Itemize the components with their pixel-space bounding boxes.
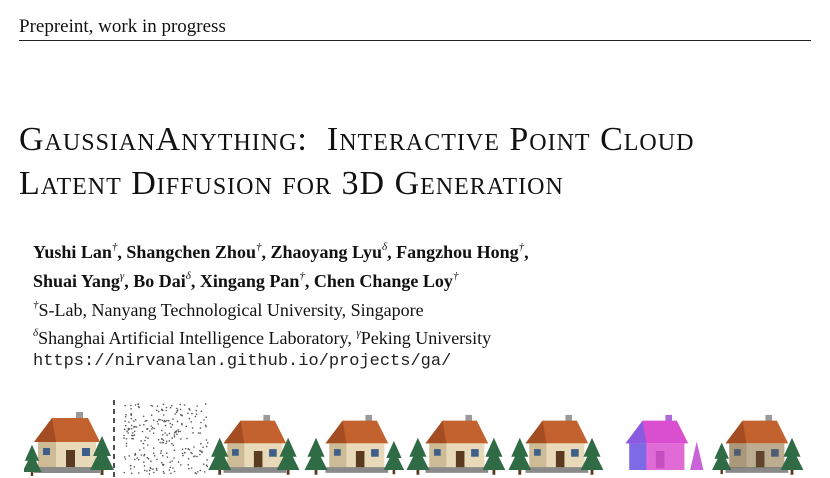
point-cloud-dot — [195, 416, 197, 418]
point-cloud-dot — [174, 450, 176, 452]
point-cloud-dot — [191, 413, 193, 415]
point-cloud-dot — [192, 432, 194, 434]
author-name: Shangchen Zhou — [126, 242, 256, 262]
affiliation-text: S-Lab, Nanyang Technological University, Singapore — [38, 300, 424, 320]
author-mark: γ — [119, 270, 125, 282]
point-cloud-dot — [169, 469, 171, 471]
point-cloud-dot — [161, 430, 163, 432]
teaser-render-view-4 — [508, 415, 603, 475]
point-cloud-dot — [199, 450, 201, 452]
point-cloud-dot — [189, 418, 191, 420]
point-cloud-dot — [126, 445, 128, 447]
point-cloud-dot — [170, 467, 172, 469]
point-cloud-dot — [178, 431, 180, 433]
point-cloud-dot — [143, 424, 145, 426]
point-cloud-dot — [144, 470, 146, 472]
point-cloud-dot — [143, 416, 145, 418]
point-cloud-dot — [178, 461, 180, 463]
point-cloud-dot — [204, 471, 206, 473]
affiliation-mark: γ — [356, 327, 361, 339]
point-cloud-dot — [166, 410, 168, 412]
point-cloud-dot — [136, 457, 138, 459]
author-name: Yushi Lan — [33, 242, 112, 262]
point-cloud-dot — [124, 405, 126, 407]
teaser-textured-mesh — [712, 415, 803, 475]
point-cloud-dot — [198, 432, 200, 434]
point-cloud-dot — [149, 430, 151, 432]
point-cloud-dot — [206, 439, 208, 441]
point-cloud-dot — [126, 438, 128, 440]
point-cloud-dot — [176, 412, 178, 414]
point-cloud-dot — [195, 472, 197, 474]
point-cloud-dot — [174, 471, 176, 473]
point-cloud-dot — [147, 437, 149, 439]
teaser-point-cloud — [123, 403, 208, 474]
point-cloud-dot — [166, 434, 168, 436]
point-cloud-dot — [187, 464, 189, 466]
point-cloud-dot — [203, 419, 205, 421]
teaser-render-view-1 — [208, 415, 299, 475]
point-cloud-dot — [135, 453, 137, 455]
point-cloud-dot — [151, 414, 153, 416]
point-cloud-dot — [191, 467, 193, 469]
point-cloud-dot — [196, 456, 198, 458]
point-cloud-dot — [170, 407, 172, 409]
point-cloud-dot — [162, 420, 164, 422]
point-cloud-dot — [200, 470, 202, 472]
point-cloud-dot — [158, 439, 160, 441]
point-cloud-dot — [123, 437, 125, 439]
point-cloud-dot — [163, 414, 165, 416]
point-cloud-dot — [165, 421, 167, 423]
point-cloud-dot — [190, 421, 192, 423]
author-name: Shuai Yang — [33, 271, 120, 291]
point-cloud-dot — [169, 433, 171, 435]
point-cloud-dot — [201, 411, 203, 413]
header-rule — [19, 40, 811, 41]
point-cloud-dot — [125, 416, 127, 418]
point-cloud-dot — [133, 426, 135, 428]
author-mark: † — [299, 270, 305, 282]
point-cloud-dot — [161, 442, 163, 444]
point-cloud-dot — [196, 413, 198, 415]
point-cloud-dot — [153, 453, 155, 455]
point-cloud-dot — [176, 430, 178, 432]
point-cloud-dot — [174, 436, 176, 438]
author-line-1: Yushi Lan†, Shangchen Zhou†, Zhaoyang Lyu$^\delta$, Fangzhou Hong†, — [33, 241, 529, 262]
point-cloud-dot — [182, 455, 184, 457]
point-cloud-dot — [125, 414, 127, 416]
point-cloud-dot — [130, 405, 132, 407]
point-cloud-dot — [188, 458, 190, 460]
point-cloud-dot — [172, 467, 174, 469]
point-cloud-dot — [180, 409, 182, 411]
point-cloud-dot — [205, 416, 207, 418]
point-cloud-dot — [166, 441, 168, 443]
title-line1-rest: Interactive Point Cloud — [326, 121, 695, 158]
point-cloud-dot — [199, 432, 201, 434]
point-cloud-dot — [162, 434, 164, 436]
point-cloud-dot — [131, 428, 133, 430]
point-cloud-dot — [135, 404, 137, 406]
author-mark: † — [255, 241, 262, 253]
point-cloud-dot — [202, 447, 204, 449]
point-cloud-dot — [156, 459, 158, 461]
point-cloud-dot — [153, 419, 155, 421]
point-cloud-dot — [180, 464, 182, 466]
point-cloud-dot — [168, 420, 170, 422]
point-cloud-dot — [181, 424, 183, 426]
author-mark: δ — [382, 241, 388, 253]
running-head: Prepreint, work in progress — [19, 16, 226, 37]
point-cloud-dot — [135, 419, 137, 421]
point-cloud-dot — [173, 445, 175, 447]
point-cloud-dot — [125, 425, 127, 427]
point-cloud-dot — [147, 428, 149, 430]
author-mark: † — [452, 270, 459, 282]
teaser-normal-map — [626, 415, 704, 470]
point-cloud-dot — [124, 472, 126, 474]
point-cloud-dot — [144, 465, 146, 467]
point-cloud-dot — [153, 447, 155, 449]
point-cloud-dot — [134, 426, 136, 428]
point-cloud-dot — [131, 435, 133, 437]
point-cloud-dot — [205, 403, 207, 405]
affiliation-mark: δ — [33, 327, 39, 339]
author-name: Bo Dai — [133, 271, 186, 291]
point-cloud-dot — [151, 428, 153, 430]
point-cloud-dot — [163, 404, 165, 406]
point-cloud-dot — [196, 410, 198, 412]
point-cloud-dot — [187, 412, 189, 414]
point-cloud-dot — [138, 459, 140, 461]
point-cloud-dot — [131, 418, 133, 420]
point-cloud-dot — [153, 472, 155, 474]
point-cloud-dot — [170, 426, 172, 428]
point-cloud-dot — [179, 431, 181, 433]
title-method-name: GaussianAnything: — [19, 121, 308, 158]
point-cloud-dot — [138, 403, 140, 405]
affiliation-mark: † — [33, 299, 39, 311]
point-cloud-dot — [150, 460, 152, 462]
point-cloud-dot — [166, 407, 168, 409]
point-cloud-dot — [159, 419, 161, 421]
point-cloud-dot — [161, 409, 163, 411]
point-cloud-dot — [156, 410, 158, 412]
point-cloud-dot — [128, 455, 130, 457]
point-cloud-dot — [143, 461, 145, 463]
point-cloud-dot — [128, 428, 130, 430]
point-cloud-dot — [157, 423, 159, 425]
paper-title — [19, 118, 819, 206]
point-cloud-dot — [141, 454, 143, 456]
point-cloud-dot — [188, 448, 190, 450]
point-cloud-dot — [197, 471, 199, 473]
point-cloud-dot — [156, 468, 158, 470]
point-cloud-dot — [180, 438, 182, 440]
project-url[interactable]: https://nirvanalan.github.io/projects/ga/ — [33, 352, 452, 371]
point-cloud-dot — [184, 404, 186, 406]
point-cloud-dot — [192, 427, 194, 429]
point-cloud-dot — [132, 432, 134, 434]
point-cloud-dot — [169, 423, 171, 425]
author-name: Fangzhou Hong — [396, 242, 519, 262]
point-cloud-dot — [174, 434, 176, 436]
author-name: Zhaoyang Lyu — [270, 242, 383, 262]
point-cloud-dot — [177, 429, 179, 431]
point-cloud-dot — [130, 408, 132, 410]
point-cloud-dot — [149, 470, 151, 472]
point-cloud-dot — [180, 404, 182, 406]
point-cloud-dot — [171, 405, 173, 407]
point-cloud-dot — [124, 456, 126, 458]
point-cloud-dot — [193, 456, 195, 458]
point-cloud-dot — [164, 432, 166, 434]
point-cloud-dot — [136, 426, 138, 428]
point-cloud-dot — [142, 431, 144, 433]
point-cloud-dot — [124, 428, 126, 430]
point-cloud-dot — [205, 425, 207, 427]
point-cloud-dot — [169, 440, 171, 442]
author-mark: † — [518, 241, 525, 253]
teaser-render-view-3 — [407, 415, 506, 475]
point-cloud-dot — [123, 435, 125, 437]
point-cloud-dot — [186, 438, 188, 440]
point-cloud-dot — [139, 425, 141, 427]
point-cloud-dot — [138, 472, 140, 474]
point-cloud-dot — [170, 473, 172, 475]
point-cloud-dot — [163, 421, 165, 423]
point-cloud-dot — [173, 457, 175, 459]
point-cloud-dot — [200, 427, 202, 429]
point-cloud-dot — [188, 468, 190, 470]
point-cloud-dot — [160, 450, 162, 452]
point-cloud-dot — [156, 469, 158, 471]
teaser-render-view-2 — [305, 415, 405, 475]
author-mark: † — [111, 241, 118, 253]
point-cloud-dot — [152, 468, 154, 470]
point-cloud-dot — [125, 458, 127, 460]
point-cloud-dot — [134, 466, 136, 468]
point-cloud-dot — [146, 470, 148, 472]
point-cloud-dot — [182, 453, 184, 455]
point-cloud-dot — [157, 405, 159, 407]
point-cloud-dot — [154, 455, 156, 457]
point-cloud-dot — [165, 443, 167, 445]
point-cloud-dot — [139, 449, 141, 451]
point-cloud-dot — [143, 447, 145, 449]
point-cloud-dot — [200, 443, 202, 445]
point-cloud-dot — [207, 466, 209, 468]
point-cloud-dot — [134, 434, 136, 436]
point-cloud-dot — [201, 452, 203, 454]
point-cloud-dot — [180, 414, 182, 416]
title-line-1 — [19, 118, 819, 162]
author-name: Chen Change Loy — [313, 271, 453, 291]
point-cloud-dot — [152, 427, 154, 429]
point-cloud-dot — [130, 465, 132, 467]
author-line-2: Shuai Yang$^\gamma$, Bo Dai$^\delta$, Xingang Pan†, Chen Change Loy† — [33, 270, 459, 291]
point-cloud-dot — [162, 455, 164, 457]
point-cloud-dot — [157, 421, 159, 423]
point-cloud-dot — [167, 456, 169, 458]
point-cloud-dot — [158, 411, 160, 413]
point-cloud-dot — [143, 443, 145, 445]
point-cloud-dot — [206, 459, 208, 461]
point-cloud-dot — [190, 452, 192, 454]
point-cloud-dot — [193, 446, 195, 448]
point-cloud-dot — [196, 405, 198, 407]
point-cloud-dot — [163, 464, 165, 466]
point-cloud-dot — [131, 473, 133, 475]
point-cloud-dot — [166, 452, 168, 454]
point-cloud-dot — [172, 424, 174, 426]
teaser-input-render — [24, 412, 114, 476]
point-cloud-dot — [134, 431, 136, 433]
point-cloud-dot — [130, 468, 132, 470]
point-cloud-dot — [126, 443, 128, 445]
point-cloud-dot — [207, 442, 209, 444]
point-cloud-dot — [182, 449, 184, 451]
author-block — [33, 236, 813, 374]
point-cloud-dot — [144, 454, 146, 456]
point-cloud-dot — [206, 446, 208, 448]
point-cloud-dot — [176, 433, 178, 435]
point-cloud-dot — [131, 438, 133, 440]
point-cloud-dot — [147, 457, 149, 459]
point-cloud-dot — [163, 471, 165, 473]
point-cloud-dot — [177, 421, 179, 423]
point-cloud-dot — [138, 406, 140, 408]
point-cloud-dot — [153, 428, 155, 430]
affiliation-text: Peking University — [360, 328, 492, 348]
point-cloud-dot — [171, 443, 173, 445]
point-cloud-dot — [160, 452, 162, 454]
point-cloud-dot — [145, 420, 147, 422]
point-cloud-dot — [150, 425, 152, 427]
title-line-2: Latent Diffusion for 3D Generation — [19, 165, 564, 202]
point-cloud-dot — [185, 448, 187, 450]
point-cloud-dot — [146, 420, 148, 422]
point-cloud-dot — [171, 437, 173, 439]
point-cloud-dot — [128, 421, 130, 423]
point-cloud-dot — [189, 409, 191, 411]
point-cloud-dot — [163, 439, 165, 441]
point-cloud-dot — [144, 440, 146, 442]
point-cloud-dot — [176, 408, 178, 410]
point-cloud-dot — [140, 440, 142, 442]
point-cloud-dot — [165, 425, 167, 427]
point-cloud-dot — [174, 413, 176, 415]
point-cloud-dot — [147, 444, 149, 446]
point-cloud-dot — [131, 425, 133, 427]
point-cloud-dot — [127, 432, 129, 434]
point-cloud-dot — [184, 452, 186, 454]
point-cloud-dot — [163, 473, 165, 475]
point-cloud-dot — [172, 418, 174, 420]
point-cloud-dot — [181, 415, 183, 417]
point-cloud-dot — [124, 420, 126, 422]
affiliation-1 — [33, 294, 813, 322]
point-cloud-dot — [145, 436, 147, 438]
point-cloud-dot — [200, 422, 202, 424]
point-cloud-dot — [152, 405, 154, 407]
author-mark: δ — [185, 270, 191, 282]
point-cloud-dot — [203, 463, 205, 465]
point-cloud-dot — [161, 462, 163, 464]
point-cloud-dot — [130, 413, 132, 415]
point-cloud-dot — [153, 432, 155, 434]
point-cloud-dot — [186, 426, 188, 428]
point-cloud-dot — [171, 460, 173, 462]
point-cloud-dot — [159, 442, 161, 444]
affiliation-text: Shanghai Artificial Intelligence Laboratory, — [38, 328, 352, 348]
teaser-figure — [24, 398, 814, 478]
point-cloud-dot — [150, 468, 152, 470]
affiliation-2 — [33, 322, 813, 350]
point-cloud-dot — [169, 461, 171, 463]
point-cloud-dot — [205, 426, 207, 428]
point-cloud-dot — [126, 430, 128, 432]
point-cloud-dot — [134, 459, 136, 461]
point-cloud-dot — [149, 473, 151, 475]
point-cloud-dot — [199, 454, 201, 456]
point-cloud-dot — [133, 420, 135, 422]
point-cloud-dot — [161, 438, 163, 440]
author-name: Xingang Pan — [199, 271, 300, 291]
